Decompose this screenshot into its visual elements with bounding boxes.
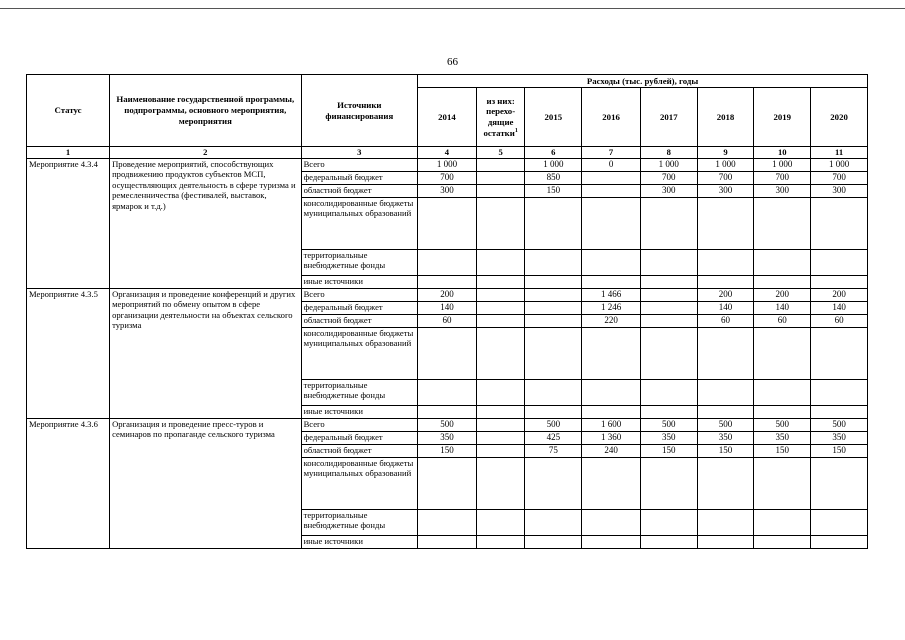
amount-cell <box>525 315 582 328</box>
amount-cell: 850 <box>525 172 582 185</box>
source-label-cell: консолидированные бюджеты муниципальных образований <box>301 458 418 510</box>
amount-cell <box>418 458 477 510</box>
amount-cell <box>697 276 754 289</box>
amount-cell <box>476 172 525 185</box>
amount-cell: 700 <box>640 172 697 185</box>
amount-cell <box>476 315 525 328</box>
amount-cell <box>754 198 811 250</box>
amount-cell <box>640 276 697 289</box>
amount-cell <box>697 250 754 276</box>
amount-cell: 200 <box>754 289 811 302</box>
amount-cell <box>582 328 641 380</box>
column-number: 9 <box>697 147 754 159</box>
header-sources: Источники финансирования <box>301 75 418 147</box>
amount-cell: 200 <box>418 289 477 302</box>
column-number-row <box>27 147 868 159</box>
amount-cell: 200 <box>811 289 868 302</box>
amount-cell: 1 360 <box>582 432 641 445</box>
header-year-2017: 2017 <box>640 88 697 147</box>
status-cell: Мероприятие 4.3.6 <box>27 419 110 549</box>
amount-cell: 150 <box>697 445 754 458</box>
amount-cell: 150 <box>640 445 697 458</box>
amount-cell <box>525 458 582 510</box>
amount-cell <box>640 536 697 549</box>
top-rule <box>0 8 905 9</box>
amount-cell <box>582 172 641 185</box>
amount-cell <box>640 198 697 250</box>
amount-cell <box>754 510 811 536</box>
amount-cell <box>476 159 525 172</box>
source-label-cell: иные источники <box>301 406 418 419</box>
amount-cell <box>418 250 477 276</box>
amount-cell <box>811 250 868 276</box>
amount-cell <box>476 380 525 406</box>
amount-cell <box>697 328 754 380</box>
amount-cell: 150 <box>418 445 477 458</box>
column-number: 4 <box>418 147 477 159</box>
amount-cell <box>811 328 868 380</box>
amount-cell: 1 000 <box>640 159 697 172</box>
source-label-cell: территориальные внебюджетные фонды <box>301 250 418 276</box>
column-number: 10 <box>754 147 811 159</box>
header-year-2020: 2020 <box>811 88 868 147</box>
amount-cell <box>476 185 525 198</box>
amount-cell: 150 <box>811 445 868 458</box>
column-number: 3 <box>301 147 418 159</box>
source-label-cell: территориальные внебюджетные фонды <box>301 380 418 406</box>
amount-cell: 140 <box>697 302 754 315</box>
amount-cell: 350 <box>697 432 754 445</box>
amount-cell <box>525 198 582 250</box>
footnote-marker: 1 <box>514 127 518 134</box>
amount-cell <box>697 380 754 406</box>
amount-cell: 240 <box>582 445 641 458</box>
amount-cell <box>640 289 697 302</box>
header-name: Наименование государственной программы, подпрограммы, основного мероприятия, мероприятия <box>110 75 301 147</box>
source-label-cell: иные источники <box>301 276 418 289</box>
amount-cell: 200 <box>697 289 754 302</box>
table-row <box>27 289 868 302</box>
amount-cell <box>525 276 582 289</box>
amount-cell: 140 <box>418 302 477 315</box>
header-status: Статус <box>27 75 110 147</box>
amount-cell <box>697 536 754 549</box>
amount-cell <box>476 536 525 549</box>
amount-cell <box>754 250 811 276</box>
amount-cell: 1 246 <box>582 302 641 315</box>
amount-cell <box>476 302 525 315</box>
amount-cell <box>697 510 754 536</box>
header-carryover-text: из них: перехо-дящие остатки <box>483 95 516 138</box>
amount-cell: 350 <box>418 432 477 445</box>
header-carryover <box>476 88 525 147</box>
amount-cell <box>640 315 697 328</box>
table-row <box>27 159 868 172</box>
amount-cell: 1 000 <box>811 159 868 172</box>
header-year-2014: 2014 <box>418 88 477 147</box>
amount-cell <box>640 458 697 510</box>
amount-cell: 1 466 <box>582 289 641 302</box>
column-number: 5 <box>476 147 525 159</box>
amount-cell: 1 000 <box>697 159 754 172</box>
amount-cell <box>582 458 641 510</box>
header-expenses: Расходы (тыс. рублей), годы <box>418 75 868 88</box>
amount-cell <box>476 276 525 289</box>
source-label-cell: Всего <box>301 419 418 432</box>
amount-cell <box>754 536 811 549</box>
activity-name-cell: Организация и проведение конференций и других мероприятий по обмену опытом в сфере организации деятельности на объектах сельского туризма <box>110 289 301 419</box>
column-number: 2 <box>110 147 301 159</box>
amount-cell: 1 000 <box>418 159 477 172</box>
source-label-cell: консолидированные бюджеты муниципальных образований <box>301 328 418 380</box>
amount-cell <box>525 328 582 380</box>
amount-cell <box>811 276 868 289</box>
source-label-cell: федеральный бюджет <box>301 172 418 185</box>
amount-cell <box>640 380 697 406</box>
amount-cell <box>582 185 641 198</box>
amount-cell <box>754 458 811 510</box>
amount-cell <box>476 250 525 276</box>
amount-cell: 500 <box>697 419 754 432</box>
amount-cell <box>754 328 811 380</box>
amount-cell <box>811 198 868 250</box>
amount-cell <box>476 198 525 250</box>
amount-cell <box>525 250 582 276</box>
amount-cell: 350 <box>640 432 697 445</box>
amount-cell <box>476 445 525 458</box>
amount-cell <box>754 380 811 406</box>
amount-cell <box>418 328 477 380</box>
source-label-cell: областной бюджет <box>301 445 418 458</box>
amount-cell: 700 <box>697 172 754 185</box>
amount-cell: 140 <box>811 302 868 315</box>
header-year-2016: 2016 <box>582 88 641 147</box>
status-cell: Мероприятие 4.3.4 <box>27 159 110 289</box>
amount-cell <box>418 536 477 549</box>
amount-cell: 60 <box>754 315 811 328</box>
activity-name-cell: Проведение мероприятий, способствующих продвижению продуктов субъектов МСП, осуществляющих деятельность в сфере туризма и ремесленничества (фестивалей, выставок, ярмарок и т.д.) <box>110 159 301 289</box>
amount-cell <box>697 458 754 510</box>
column-number: 7 <box>582 147 641 159</box>
budget-table-body <box>27 159 868 549</box>
amount-cell <box>476 432 525 445</box>
amount-cell <box>476 328 525 380</box>
amount-cell <box>811 406 868 419</box>
amount-cell: 300 <box>697 185 754 198</box>
amount-cell <box>476 419 525 432</box>
amount-cell: 350 <box>811 432 868 445</box>
amount-cell <box>525 406 582 419</box>
amount-cell: 300 <box>418 185 477 198</box>
amount-cell <box>476 406 525 419</box>
page-number: 66 <box>447 56 458 68</box>
amount-cell: 75 <box>525 445 582 458</box>
column-number: 6 <box>525 147 582 159</box>
amount-cell: 700 <box>811 172 868 185</box>
source-label-cell: консолидированные бюджеты муниципальных образований <box>301 198 418 250</box>
amount-cell <box>640 250 697 276</box>
amount-cell <box>811 380 868 406</box>
amount-cell <box>418 380 477 406</box>
activity-name-cell: Организация и проведение пресс-туров и семинаров по пропаганде сельского туризма <box>110 419 301 549</box>
status-cell: Мероприятие 4.3.5 <box>27 289 110 419</box>
source-label-cell: областной бюджет <box>301 315 418 328</box>
amount-cell: 500 <box>640 419 697 432</box>
column-number: 8 <box>640 147 697 159</box>
amount-cell: 140 <box>754 302 811 315</box>
amount-cell <box>811 458 868 510</box>
amount-cell <box>525 510 582 536</box>
amount-cell: 500 <box>525 419 582 432</box>
amount-cell: 350 <box>754 432 811 445</box>
amount-cell <box>582 198 641 250</box>
amount-cell <box>640 406 697 419</box>
source-label-cell: Всего <box>301 289 418 302</box>
amount-cell <box>640 302 697 315</box>
amount-cell: 1 000 <box>754 159 811 172</box>
amount-cell <box>418 198 477 250</box>
amount-cell: 1 600 <box>582 419 641 432</box>
amount-cell <box>582 510 641 536</box>
amount-cell <box>811 510 868 536</box>
amount-cell: 300 <box>754 185 811 198</box>
table-row <box>27 419 868 432</box>
source-label-cell: Всего <box>301 159 418 172</box>
amount-cell <box>697 198 754 250</box>
amount-cell <box>754 276 811 289</box>
amount-cell <box>811 536 868 549</box>
source-label-cell: федеральный бюджет <box>301 302 418 315</box>
source-label-cell: федеральный бюджет <box>301 432 418 445</box>
header-year-2015: 2015 <box>525 88 582 147</box>
amount-cell: 0 <box>582 159 641 172</box>
amount-cell <box>418 406 477 419</box>
amount-cell <box>525 380 582 406</box>
amount-cell <box>640 510 697 536</box>
amount-cell: 1 000 <box>525 159 582 172</box>
amount-cell <box>754 406 811 419</box>
amount-cell: 700 <box>754 172 811 185</box>
amount-cell <box>640 328 697 380</box>
header-year-2018: 2018 <box>697 88 754 147</box>
amount-cell <box>476 458 525 510</box>
column-number: 1 <box>27 147 110 159</box>
amount-cell: 150 <box>754 445 811 458</box>
amount-cell: 700 <box>418 172 477 185</box>
budget-table <box>26 74 868 549</box>
amount-cell <box>418 276 477 289</box>
source-label-cell: иные источники <box>301 536 418 549</box>
source-label-cell: областной бюджет <box>301 185 418 198</box>
amount-cell <box>582 406 641 419</box>
amount-cell <box>582 276 641 289</box>
amount-cell <box>697 406 754 419</box>
amount-cell <box>582 380 641 406</box>
amount-cell <box>525 289 582 302</box>
amount-cell: 60 <box>697 315 754 328</box>
amount-cell: 300 <box>640 185 697 198</box>
amount-cell <box>525 302 582 315</box>
amount-cell: 425 <box>525 432 582 445</box>
header-year-2019: 2019 <box>754 88 811 147</box>
amount-cell: 500 <box>811 419 868 432</box>
amount-cell: 500 <box>418 419 477 432</box>
amount-cell: 500 <box>754 419 811 432</box>
amount-cell <box>582 536 641 549</box>
source-label-cell: территориальные внебюджетные фонды <box>301 510 418 536</box>
amount-cell <box>476 510 525 536</box>
amount-cell <box>418 510 477 536</box>
amount-cell: 220 <box>582 315 641 328</box>
amount-cell <box>525 536 582 549</box>
column-number: 11 <box>811 147 868 159</box>
amount-cell: 60 <box>418 315 477 328</box>
amount-cell: 60 <box>811 315 868 328</box>
amount-cell <box>582 250 641 276</box>
amount-cell: 300 <box>811 185 868 198</box>
amount-cell <box>476 289 525 302</box>
amount-cell: 150 <box>525 185 582 198</box>
